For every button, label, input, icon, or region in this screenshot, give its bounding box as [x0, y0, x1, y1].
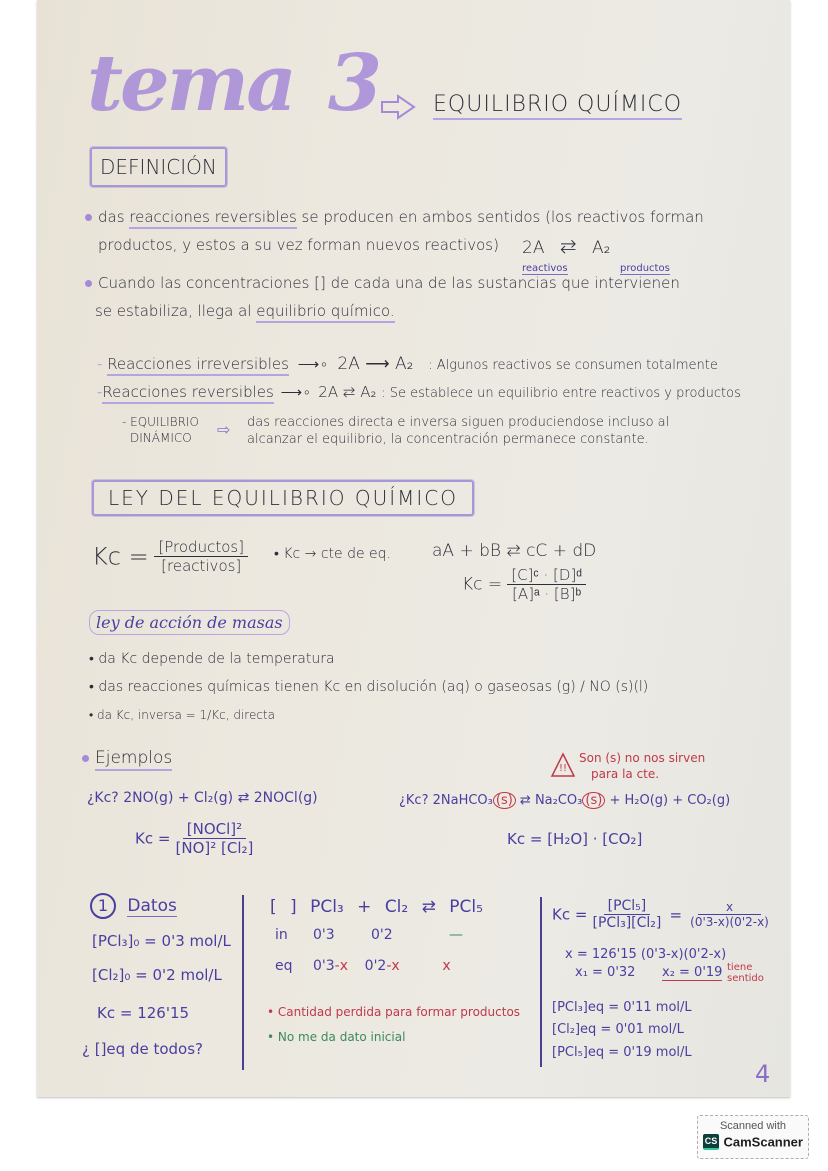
cell: 0'2	[364, 958, 387, 974]
result-pcl3: [PCl₃]eq = 0'11 mol/L	[552, 1000, 692, 1015]
divider-line	[242, 895, 244, 1070]
divider-line	[540, 897, 542, 1067]
solution-x-fraction	[690, 900, 769, 929]
page-number: 4	[755, 1060, 771, 1088]
outline-arrow-icon: ⇨	[217, 420, 231, 439]
general-equation: aA + bB ⇄ cC + dD	[432, 541, 597, 561]
text-line: alcanzar el equilibrio, la concentración permanece constante.	[247, 432, 649, 447]
plus: +	[357, 897, 372, 917]
reversibles-desc: : Se establece un equilibrio entre reactivos y productos	[381, 386, 741, 401]
result-cl2: [Cl₂]eq = 0'01 mol/L	[552, 1022, 684, 1037]
irreversibles-eq: 2A ⟶ A₂	[337, 354, 414, 374]
x2-note	[727, 962, 764, 984]
kc-fraction	[154, 538, 248, 575]
irreversibles-desc: : Algunos reactivos se consumen totalmente	[428, 358, 718, 373]
problem-number-circle: 1	[90, 893, 116, 919]
numerator: x	[698, 900, 761, 915]
general-kc-fraction	[507, 566, 586, 603]
solid-state-circled: (s)	[582, 792, 605, 809]
cell-x: -x	[334, 958, 349, 974]
tema-word: tema	[87, 38, 294, 129]
dato-kc: Kc = 126'15	[97, 1004, 190, 1022]
kc-label: Kc =	[552, 905, 588, 924]
definicion-bullet-1-line2: productos, y estos a su vez forman nuevos reactivos)	[98, 236, 499, 254]
definicion-bullet-1	[85, 208, 704, 226]
text: Cuando las concentraciones [] de cada una de las sustancias que intervienen	[98, 274, 680, 292]
cell-x: -x	[386, 958, 400, 974]
chapter-title-text: EQUILIBRIO QUÍMICO	[433, 92, 682, 120]
watermark-brand: CamScanner	[723, 1134, 803, 1150]
svg-text:!!: !!	[558, 763, 568, 774]
denominator: [reactivos]	[161, 557, 242, 575]
result-pcl5: [PCl₅]eq = 0'19 mol/L	[552, 1045, 692, 1060]
numerator: [PCl₅]	[604, 898, 651, 915]
denominator: [A]ᵃ · [B]ᵇ	[512, 585, 582, 603]
solution-kc	[552, 898, 769, 931]
cell: —	[449, 927, 463, 943]
cell: 0'3	[313, 958, 335, 974]
tema-title	[87, 38, 379, 129]
ejemplos-heading	[82, 748, 172, 768]
warning-note	[579, 750, 705, 782]
watermark-line1: Scanned with	[719, 1120, 787, 1132]
denominator: [NO]² [Cl₂]	[175, 839, 254, 857]
label-line: DINÁMICO	[130, 431, 192, 445]
text: se estabiliza, llega al	[95, 302, 257, 320]
irreversibles-line: - Reacciones irreversibles ⟶∘ 2A ⟶ A₂ : Algunos reactivos se consumen totalmente	[97, 354, 718, 374]
example1-fraction	[176, 820, 254, 857]
ice-row-eq	[275, 958, 451, 974]
warning-line: para la cte.	[591, 767, 660, 781]
solution-x2: x₂ = 0'19	[662, 965, 723, 980]
kc-label: Kc =	[92, 542, 149, 571]
kc-definition	[92, 538, 248, 575]
ice-table-header	[270, 897, 483, 917]
reversibles-label: Reacciones reversibles	[102, 383, 273, 404]
camscanner-watermark	[697, 1115, 809, 1159]
ley-note-1: • da Kc depende de la temperatura	[89, 651, 335, 667]
text: ¿Kc? 2NaHCO₃	[399, 793, 493, 808]
col-label: [ ]	[270, 897, 297, 917]
example1-question: ¿Kc? 2NO(g) + Cl₂(g) ⇄ 2NOCl(g)	[87, 790, 318, 806]
solution-kc-fraction	[593, 898, 662, 931]
underlined-term: reacciones reversibles	[129, 208, 296, 229]
datos-heading: Datos	[127, 896, 177, 916]
example1-kc	[135, 820, 253, 857]
tema-number: 3	[327, 38, 380, 129]
label-productos: productos	[620, 263, 670, 274]
ley-note-2: • das reacciones químicas tienen Kc en disolución (aq) o gaseosas (g) / NO (s)(l)	[89, 679, 649, 695]
label-reactivos: reactivos	[522, 263, 568, 274]
col-cl2: Cl₂	[384, 897, 409, 917]
dinamico-label	[122, 414, 199, 446]
reversibles-line: -Reacciones reversibles ⟶∘ 2A ⇄ A₂ : Se establece un equilibrio entre reactivos y productos	[97, 383, 741, 401]
row-label: eq	[275, 958, 293, 974]
dato-question: ¿ []eq de todos?	[82, 1040, 204, 1058]
reaction-equation	[522, 234, 610, 258]
note-no-initial: • No me da dato inicial	[267, 1030, 406, 1044]
arrow-right-icon: ⟶∘	[297, 355, 329, 373]
eq-right: A₂	[592, 238, 611, 258]
numerator: [Productos]	[154, 538, 248, 557]
text-line: das reacciones directa e inversa siguen produciendose incluso al	[247, 415, 670, 430]
chapter-title	[433, 92, 682, 117]
kc-label: Kc =	[135, 829, 171, 848]
bullet-icon	[82, 755, 89, 762]
definicion-heading: DEFINICIÓN	[90, 147, 227, 187]
bullet-icon	[85, 214, 92, 221]
ejemplos-heading-text: Ejemplos	[95, 748, 172, 771]
ice-row-in	[275, 927, 463, 943]
ley-note-3: • da Kc, inversa = 1/Kc, directa	[89, 708, 275, 722]
arrow-right-icon: ⟶∘	[280, 383, 312, 401]
irreversibles-label: Reacciones irreversibles	[107, 355, 289, 376]
equilibrium-arrows-icon: ⇄	[421, 897, 436, 917]
note-line: sentido	[727, 973, 764, 984]
notebook-page	[37, 0, 790, 1097]
numerator: [C]ᶜ · [D]ᵈ	[507, 566, 586, 585]
cell: 0'2	[371, 927, 393, 943]
reversibles-eq: 2A ⇄ A₂	[318, 383, 377, 401]
definicion-bullet-2	[85, 274, 680, 292]
text: se producen en ambos sentidos (los reactivos forman	[296, 208, 704, 226]
watermark-brand-row	[698, 1133, 808, 1151]
numerator: [NOCl]²	[183, 820, 246, 839]
solid-state-circled: (s)	[493, 792, 516, 809]
denominator: [PCl₃][Cl₂]	[592, 915, 662, 931]
cell-x: x	[442, 958, 451, 974]
mass-action-label: ley de acción de masas	[89, 610, 290, 635]
kc-label: Kc =	[462, 574, 503, 595]
example2-question	[399, 792, 730, 809]
text: ⇄ Na₂CO₃	[515, 793, 583, 808]
text: + H₂O(g) + CO₂(g)	[605, 793, 731, 808]
problem-heading	[90, 893, 177, 919]
equals: =	[669, 905, 683, 924]
denominator: (0'3-x)(0'2-x)	[690, 915, 769, 929]
camscanner-logo-icon: CS	[703, 1134, 719, 1150]
equilibrium-arrows-icon: ⇄	[559, 234, 577, 258]
col-pcl5: PCl₅	[449, 897, 483, 917]
definicion-bullet-2-line2	[95, 302, 395, 320]
example2-kc: Kc = [H₂O] · [CO₂]	[507, 830, 643, 848]
warning-icon	[550, 752, 576, 782]
dinamico-text	[247, 414, 669, 448]
solution-x-equation: x = 126'15 (0'3-x)(0'2-x)	[565, 947, 727, 962]
ley-heading: LEY DEL EQUILIBRIO QUÍMICO	[92, 480, 474, 516]
label-line: - EQUILIBRIO	[122, 415, 199, 429]
underlined-term: equilibrio químico.	[256, 302, 394, 323]
solution-x1: x₁ = 0'32	[575, 965, 636, 980]
col-pcl3: PCl₃	[310, 897, 344, 917]
arrow-icon	[380, 94, 416, 124]
general-kc	[462, 566, 586, 603]
note-line: tiene	[727, 962, 753, 973]
warning-line: Son (s) no nos sirven	[579, 751, 706, 765]
cell: 0'3	[313, 927, 335, 943]
dato-pcl3: [PCl₃]₀ = 0'3 mol/L	[92, 932, 231, 950]
bullet-icon	[85, 280, 92, 287]
note-lost-quantity: • Cantidad perdida para formar productos	[267, 1005, 521, 1019]
kc-note: • Kc → cte de eq.	[274, 546, 392, 562]
eq-left: 2A	[522, 238, 545, 258]
row-label: in	[275, 927, 288, 943]
dato-cl2: [Cl₂]₀ = 0'2 mol/L	[92, 966, 222, 984]
text: das	[98, 208, 130, 226]
